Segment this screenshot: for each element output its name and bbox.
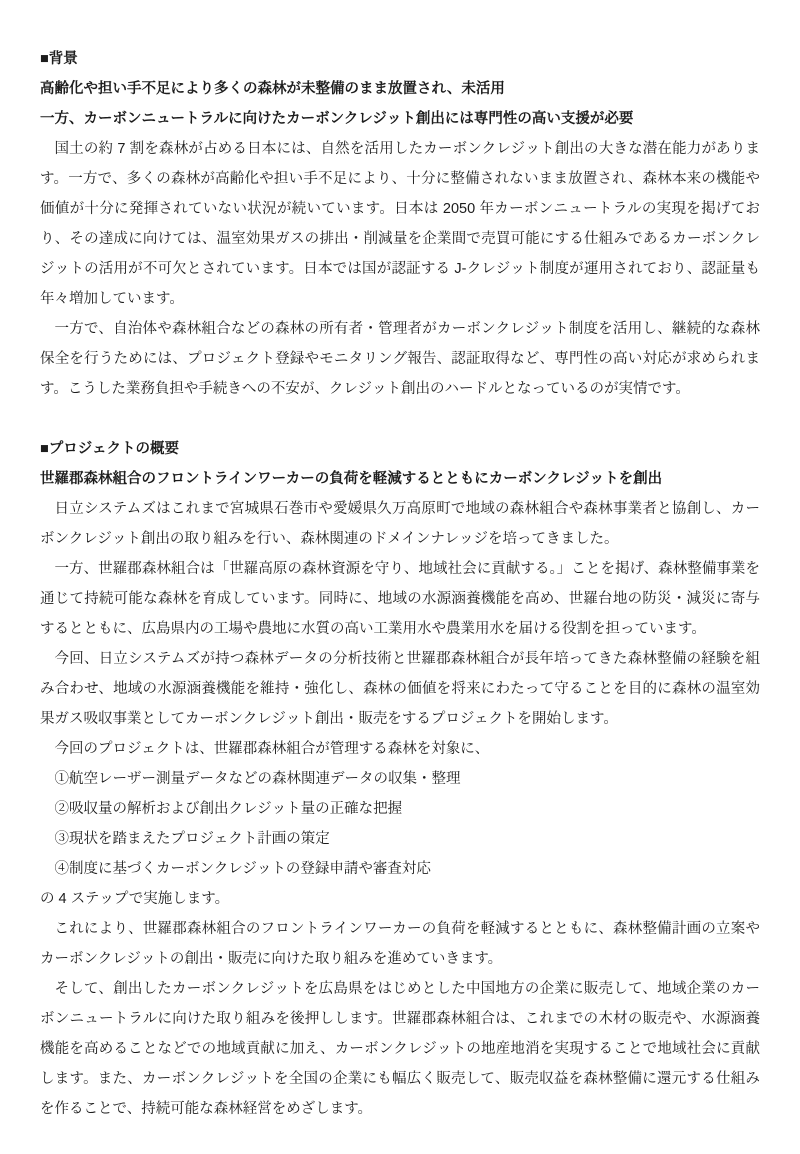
section-background: [40, 44, 760, 404]
project-closing-paragraph-1: これにより、世羅郡森林組合のフロントラインワーカーの負荷を軽減するとともに、森林整備計画の立案やカーボンクレジットの創出・販売に向けた取り組みを進めていきます。: [40, 921, 760, 967]
project-paragraph-3: 今回、日立システムズが持つ森林データの分析技術と世羅郡森林組合が長年培ってきた森林整備の経験を組み合わせ、地域の水源涵養機能を維持・強化し、森林の価値を将来にわたって守ることを目的に森林の温室効果ガス吸収事業としてカーボンクレジット創出・販売をするプロジェクトを開始します。: [40, 651, 760, 727]
step-item-1: ①航空レーザー測量データなどの森林関連データの収集・整理: [54, 771, 461, 787]
background-subheading-2: 一方、カーボンニュートラルに向けたカーボンクレジット創出には専門性の高い支援が必要: [40, 111, 634, 127]
background-paragraph-2: 一方で、自治体や森林組合などの森林の所有者・管理者がカーボンクレジット制度を活用し、継続的な森林保全を行うためには、プロジェクト登録やモニタリング報告、認証取得など、専門性の高い対応が求められます。こうした業務負担や手続きへの不安が、クレジット創出のハードルとなっているのが実情です。: [40, 321, 760, 397]
background-paragraph-1: 国土の約 7 割を森林が占める日本には、自然を活用したカーボンクレジット創出の大きな潜在能力があります。一方で、多くの森林が高齢化や担い手不足により、十分に整備されないまま放置され、森林本来の機能や価値が十分に発揮されていない状況が続いています。日本は 2050 年カーボンニュートラルの実現を掲げており、その達成に向けては、温室効果ガスの排出・削減量を企業間で売買可能にする仕組みであるカーボンクレジットの活用が不可欠とされています。日本では国が認証する J-クレジット制度が運用されており、認証量も年々増加しています。: [40, 141, 760, 307]
project-closing-paragraph-2: そして、創出したカーボンクレジットを広島県をはじめとした中国地方の企業に販売して、地域企業のカーボンニュートラルに向けた取り組みを後押しします。世羅郡森林組合は、これまでの木材の販売や、水源涵養機能を高めることなどでの地域貢献に加え、カーボンクレジットの地産地消を実現することで地域社会に貢献します。また、カーボンクレジットを全国の企業にも幅広く販売して、販売収益を森林整備に還元する仕組みを作ることで、持続可能な森林経営をめざします。: [40, 981, 760, 1117]
section-project-overview: [40, 434, 760, 1124]
steps-closing-line: の 4 ステップで実施します。: [40, 891, 230, 907]
project-paragraph-2: 一方、世羅郡森林組合は「世羅高原の森林資源を守り、地域社会に貢献する。」ことを掲げ、森林整備事業を通じて持続可能な森林を育成しています。同時に、地域の水源涵養機能を高め、世羅台地の防災・減災に寄与するとともに、広島県内の工場や農地に水質の高い工業用水や農業用水を届ける役割を担っています。: [40, 561, 760, 637]
background-subheading-1: 高齢化や担い手不足により多くの森林が未整備のまま放置され、未活用: [40, 81, 505, 97]
project-subheading-1: 世羅郡森林組合のフロントラインワーカーの負荷を軽減するとともにカーボンクレジットを創出: [40, 471, 663, 487]
step-item-2: ②吸収量の解析および創出クレジット量の正確な把握: [54, 801, 403, 817]
step-item-4: ④制度に基づくカーボンクレジットの登録申請や審査対応: [54, 861, 431, 877]
project-paragraph-4-intro: 今回のプロジェクトは、世羅郡森林組合が管理する森林を対象に、: [54, 741, 490, 757]
project-paragraph-1: 日立システムズはこれまで宮城県石巻市や愛媛県久万高原町で地域の森林組合や森林事業者と協創し、カーボンクレジット創出の取り組みを行い、森林関連のドメインナレッジを培ってきました。: [40, 501, 760, 547]
section-heading-background: ■背景: [40, 51, 78, 67]
step-item-3: ③現状を踏まえたプロジェクト計画の策定: [54, 831, 330, 847]
section-heading-project-overview: ■プロジェクトの概要: [40, 441, 179, 457]
